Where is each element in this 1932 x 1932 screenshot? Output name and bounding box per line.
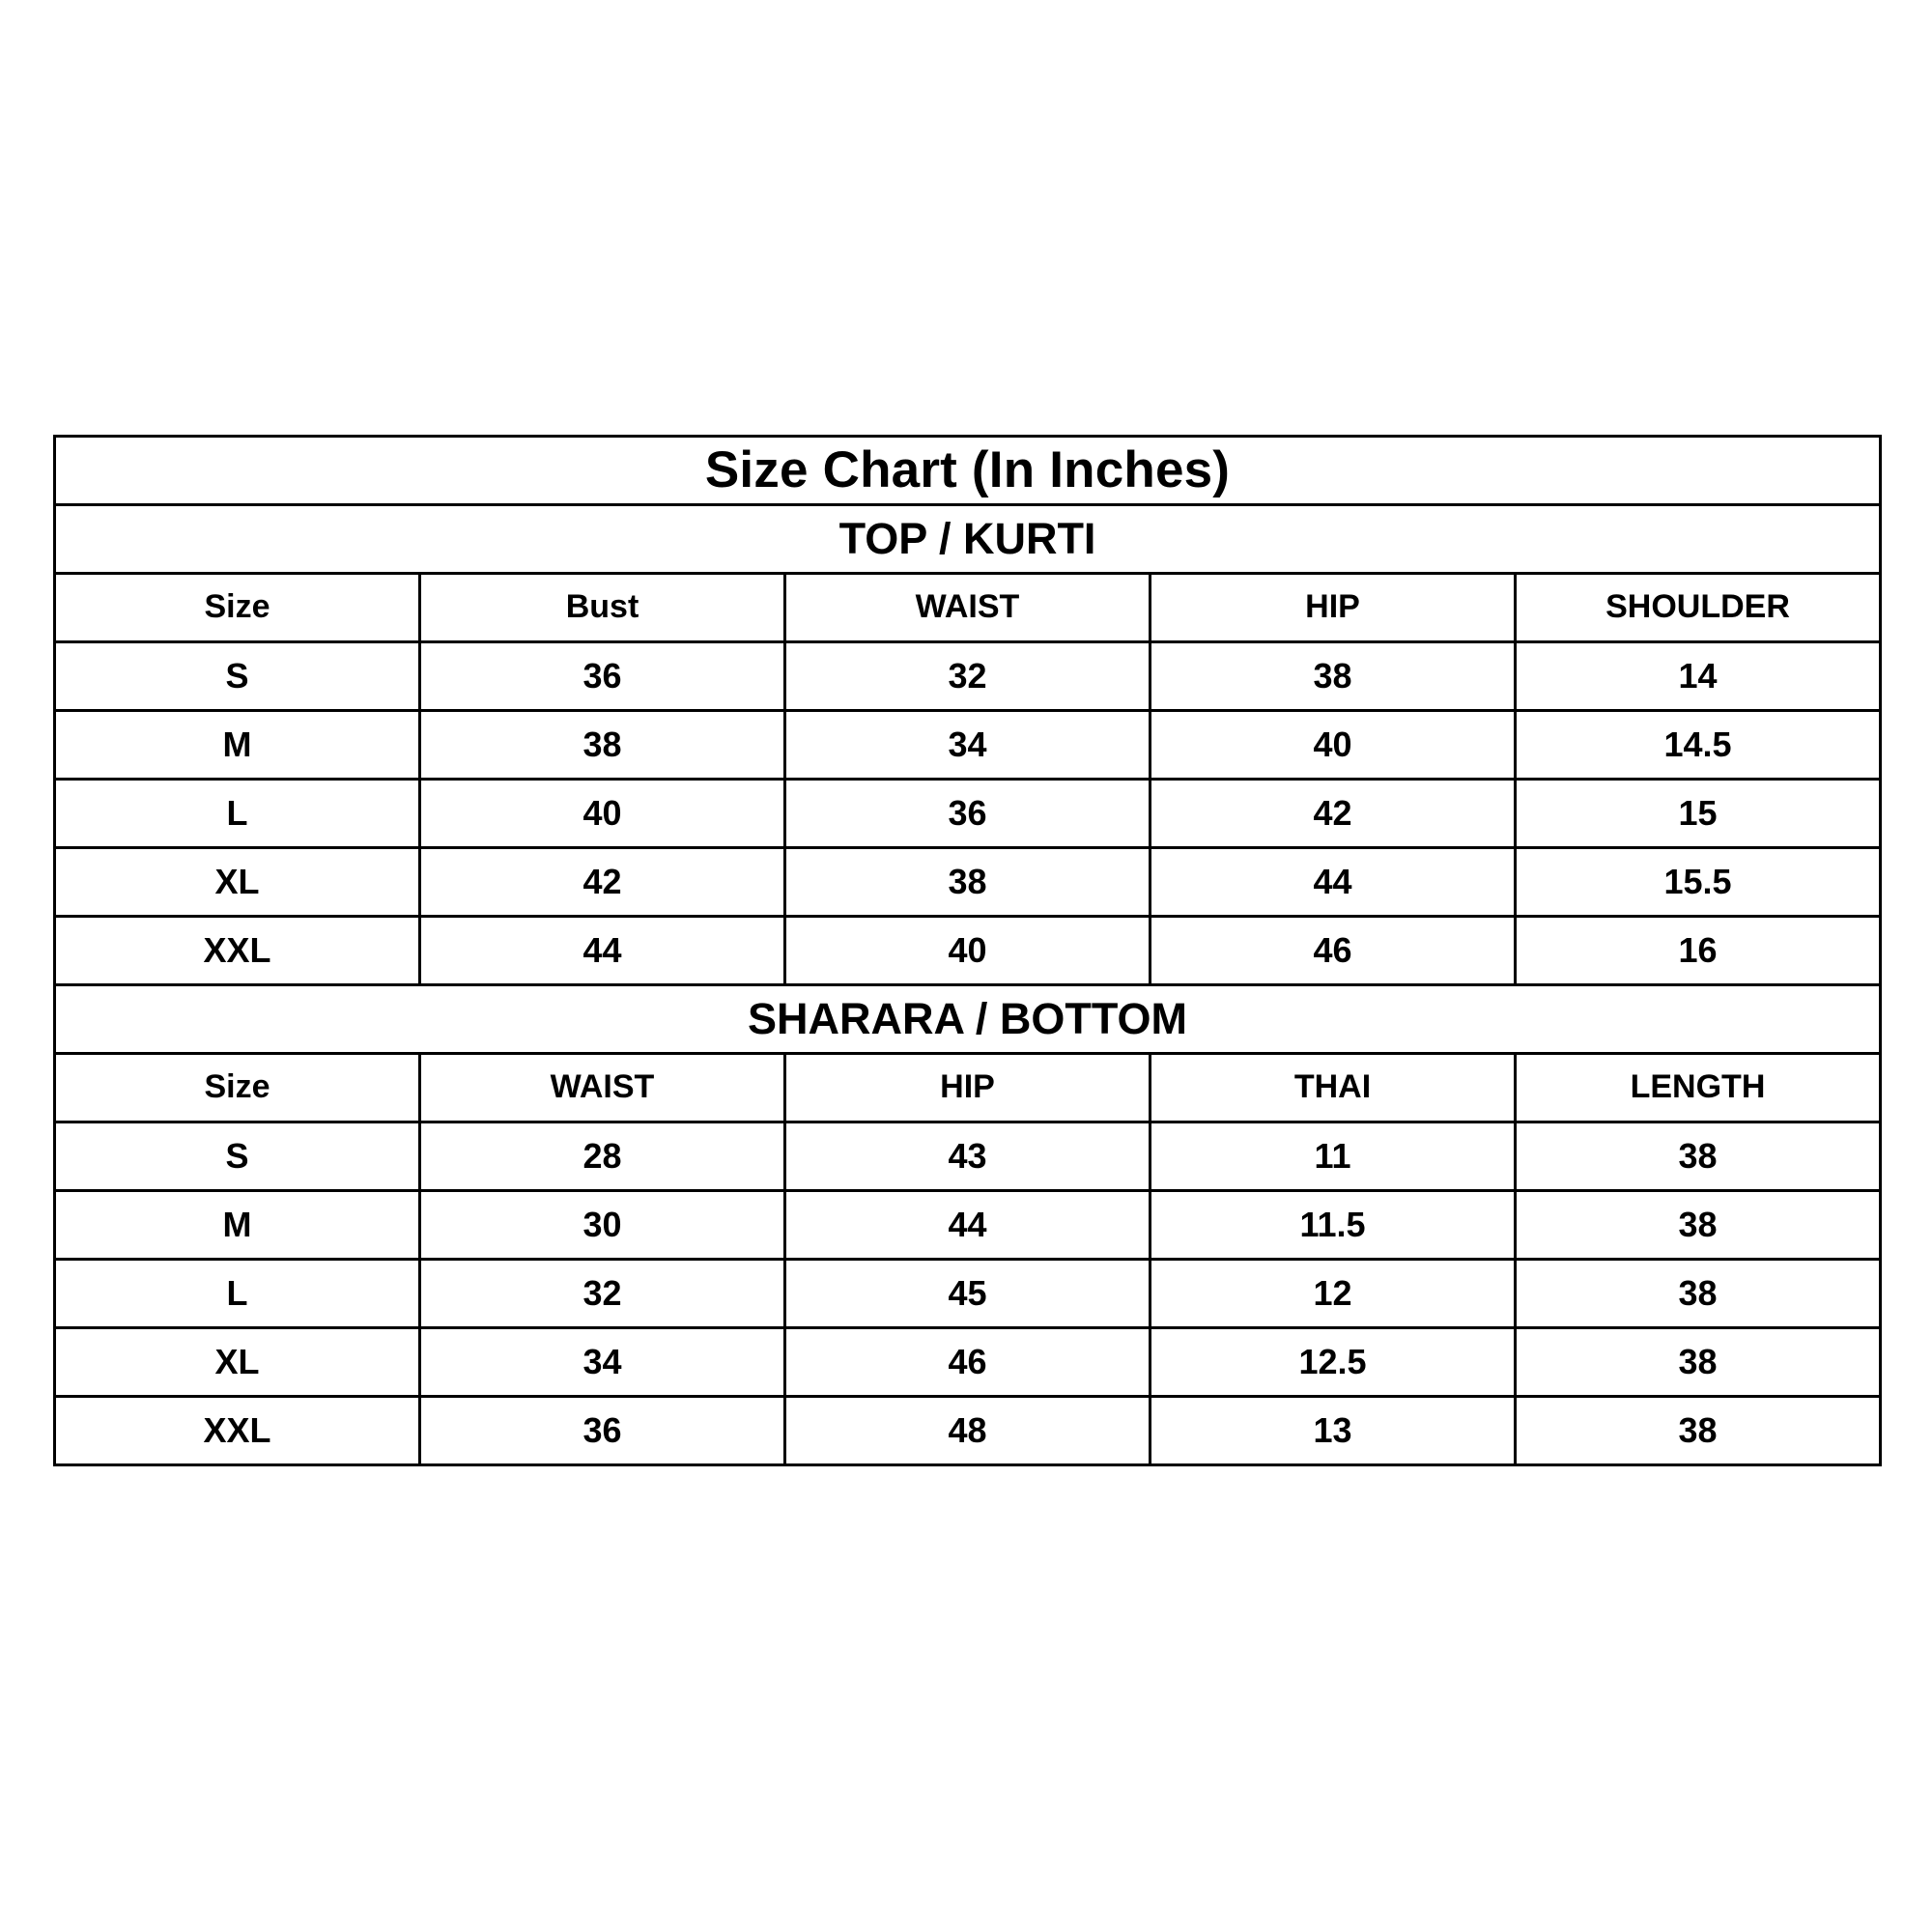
column-header-waist: WAIST (420, 1054, 785, 1122)
cell-waist: 36 (420, 1397, 785, 1465)
table-row (55, 642, 1881, 711)
cell-shoulder: 15.5 (1516, 848, 1881, 917)
cell-thai: 12 (1151, 1260, 1516, 1328)
cell-hip: 43 (785, 1122, 1151, 1191)
column-header-hip: HIP (785, 1054, 1151, 1122)
cell-hip: 44 (1151, 848, 1516, 917)
cell-waist: 32 (785, 642, 1151, 711)
table-row (55, 848, 1881, 917)
column-header-row-sharara-bottom (55, 1054, 1881, 1122)
table-row (55, 711, 1881, 780)
column-header-bust: Bust (420, 574, 785, 642)
cell-size: XXL (55, 1397, 420, 1465)
cell-waist: 30 (420, 1191, 785, 1260)
cell-size: S (55, 642, 420, 711)
cell-hip: 44 (785, 1191, 1151, 1260)
cell-length: 38 (1516, 1191, 1881, 1260)
section-heading-top-kurti: TOP / KURTI (55, 505, 1881, 574)
cell-size: XL (55, 1328, 420, 1397)
cell-thai: 11.5 (1151, 1191, 1516, 1260)
cell-hip: 38 (1151, 642, 1516, 711)
column-header-row-top-kurti (55, 574, 1881, 642)
column-header-size: Size (55, 1054, 420, 1122)
cell-length: 38 (1516, 1397, 1881, 1465)
cell-bust: 42 (420, 848, 785, 917)
cell-thai: 12.5 (1151, 1328, 1516, 1397)
table-row (55, 917, 1881, 985)
cell-hip: 45 (785, 1260, 1151, 1328)
cell-bust: 44 (420, 917, 785, 985)
cell-bust: 40 (420, 780, 785, 848)
cell-length: 38 (1516, 1122, 1881, 1191)
cell-shoulder: 14 (1516, 642, 1881, 711)
cell-size: M (55, 1191, 420, 1260)
cell-size: S (55, 1122, 420, 1191)
cell-hip: 40 (1151, 711, 1516, 780)
chart-title-row (55, 437, 1881, 505)
cell-hip: 46 (785, 1328, 1151, 1397)
cell-hip: 48 (785, 1397, 1151, 1465)
column-header-waist: WAIST (785, 574, 1151, 642)
cell-hip: 46 (1151, 917, 1516, 985)
section-heading-row-top-kurti (55, 505, 1881, 574)
cell-shoulder: 14.5 (1516, 711, 1881, 780)
cell-bust: 38 (420, 711, 785, 780)
table-row (55, 1191, 1881, 1260)
cell-size: XXL (55, 917, 420, 985)
cell-waist: 36 (785, 780, 1151, 848)
cell-thai: 13 (1151, 1397, 1516, 1465)
column-header-length: LENGTH (1516, 1054, 1881, 1122)
cell-waist: 40 (785, 917, 1151, 985)
size-chart-table (53, 435, 1882, 1466)
section-heading-row-sharara-bottom (55, 985, 1881, 1054)
column-header-shoulder: SHOULDER (1516, 574, 1881, 642)
cell-waist: 34 (785, 711, 1151, 780)
cell-shoulder: 16 (1516, 917, 1881, 985)
cell-waist: 28 (420, 1122, 785, 1191)
cell-size: L (55, 780, 420, 848)
table-row (55, 780, 1881, 848)
column-header-thai: THAI (1151, 1054, 1516, 1122)
chart-title: Size Chart (In Inches) (55, 437, 1881, 505)
cell-waist: 32 (420, 1260, 785, 1328)
cell-thai: 11 (1151, 1122, 1516, 1191)
cell-shoulder: 15 (1516, 780, 1881, 848)
table-row (55, 1397, 1881, 1465)
cell-hip: 42 (1151, 780, 1516, 848)
cell-size: L (55, 1260, 420, 1328)
column-header-size: Size (55, 574, 420, 642)
table-row (55, 1122, 1881, 1191)
cell-size: XL (55, 848, 420, 917)
cell-length: 38 (1516, 1260, 1881, 1328)
cell-size: M (55, 711, 420, 780)
cell-length: 38 (1516, 1328, 1881, 1397)
cell-waist: 34 (420, 1328, 785, 1397)
table-row (55, 1260, 1881, 1328)
cell-bust: 36 (420, 642, 785, 711)
section-heading-sharara-bottom: SHARARA / BOTTOM (55, 985, 1881, 1054)
size-chart-container (53, 435, 1879, 1466)
cell-waist: 38 (785, 848, 1151, 917)
table-row (55, 1328, 1881, 1397)
column-header-hip: HIP (1151, 574, 1516, 642)
